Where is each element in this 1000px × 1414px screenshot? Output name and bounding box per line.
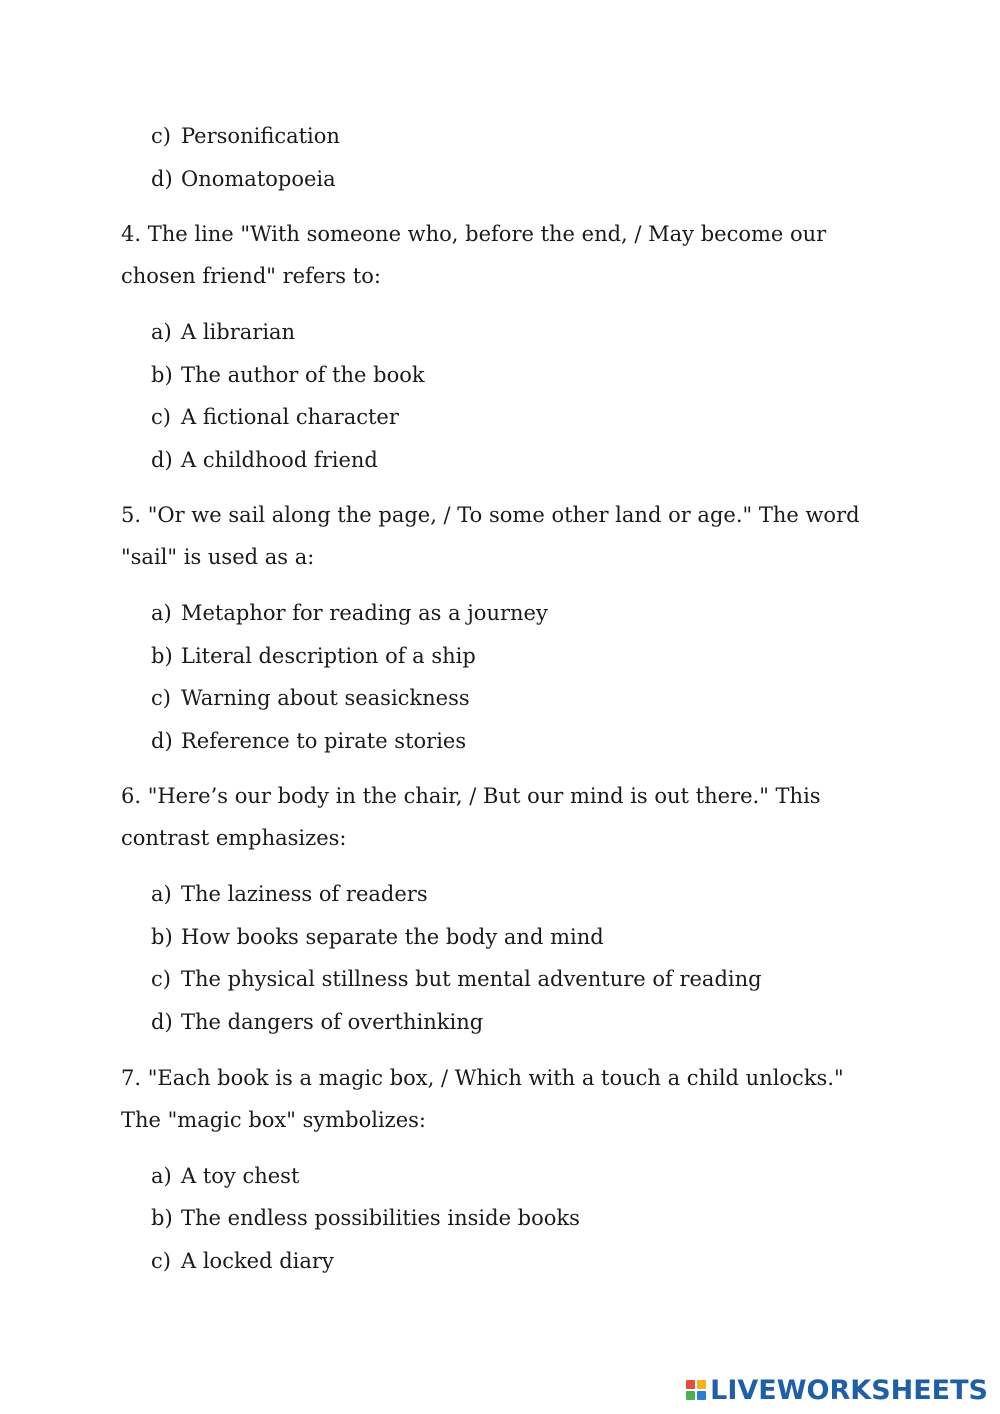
logo-block (686, 1380, 695, 1389)
q5-option-c: c) Warning about seasickness (151, 686, 470, 710)
q6-option-a: a) The laziness of readers (151, 882, 428, 906)
logo-text: LIVEWORKSHEETS (710, 1374, 988, 1406)
q6-option-b: b) How books separate the body and mind (151, 925, 604, 949)
question-7: 7. "Each book is a magic box, / Which with a touch a child unlocks." The "magic box" symbolizes: (121, 1066, 844, 1132)
q6-option-d: d) The dangers of overthinking (151, 1010, 484, 1034)
q7-option-a: a) A toy chest (151, 1164, 300, 1188)
q4-option-c: c) A fictional character (151, 405, 399, 429)
q5-option-b: b) Literal description of a ship (151, 644, 476, 668)
q7-option-b: b) The endless possibilities inside books (151, 1206, 580, 1230)
q4-option-b: b) The author of the book (151, 363, 425, 387)
q6-option-c: c) The physical stillness but mental adventure of reading (151, 967, 762, 991)
q5-option-a: a) Metaphor for reading as a journey (151, 601, 548, 625)
q3-option-d: d) Onomatopoeia (151, 167, 336, 191)
logo-blocks-icon (686, 1380, 706, 1400)
q5-option-d: d) Reference to pirate stories (151, 729, 467, 753)
q4-option-d: d) A childhood friend (151, 448, 378, 472)
liveworksheets-logo (686, 1372, 988, 1408)
logo-block (686, 1391, 695, 1400)
q4-option-a: a) A librarian (151, 320, 296, 344)
q3-option-c: c) Personification (151, 124, 340, 148)
question-6: 6. "Here’s our body in the chair, / But our mind is out there." This contrast emphasizes: (121, 784, 821, 850)
q7-option-c: c) A locked diary (151, 1249, 334, 1273)
logo-block (697, 1380, 706, 1389)
question-4: 4. The line "With someone who, before the end, / May become our chosen friend" refers to: (121, 222, 827, 288)
logo-block (697, 1391, 706, 1400)
question-5: 5. "Or we sail along the page, / To some other land or age." The word "sail" is used as a: (121, 503, 860, 569)
